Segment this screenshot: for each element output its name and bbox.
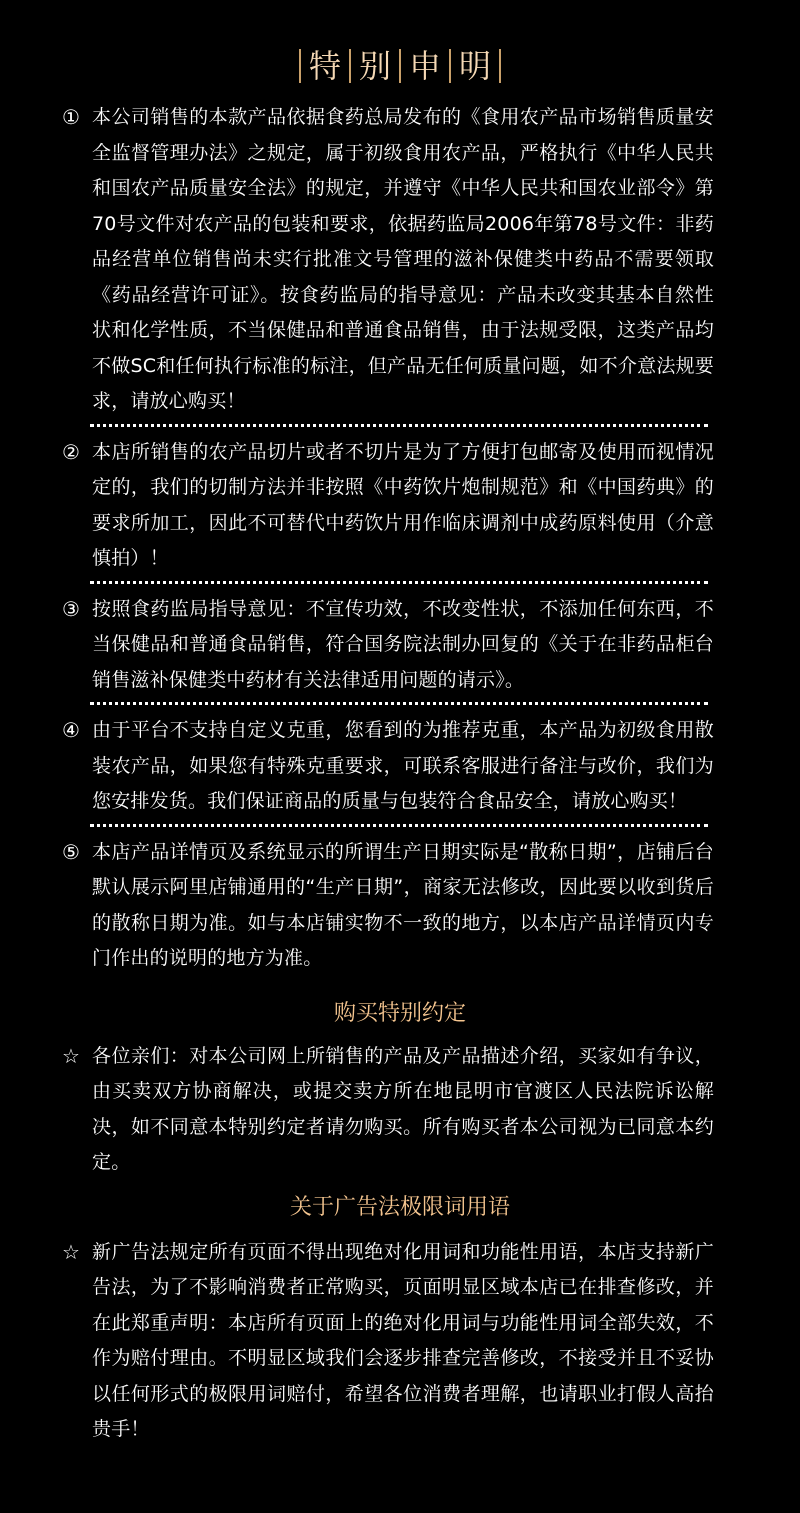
purchase-agreement-item — [62, 1039, 714, 1181]
page-title — [0, 44, 800, 88]
star-icon: ☆ — [62, 1239, 81, 1264]
notice-marker: ① — [62, 105, 81, 129]
dotted-divider — [90, 702, 708, 705]
dotted-divider — [90, 824, 708, 827]
notice-text: 由于平台不支持自定义克重，您看到的为推荐克重，本产品为初级食用散装农产品，如果您有特殊克重要求，可联系客服进行备注与改价，我们为您安排发货。我们保证商品的质量与包装符合食品安全，请放心购买！ — [92, 719, 714, 812]
title-char: 申 — [409, 47, 442, 85]
star-icon: ☆ — [62, 1043, 81, 1068]
notice-text: 按照食药监局指导意见：不宣传功效，不改变性状，不添加任何东西，不当保健品和普通食品销售，符合国务院法制办回复的《关于在非药品柜台销售滋补保健类中药材有关法律适用问题的请示》。 — [92, 597, 714, 691]
notice-item-1 — [62, 100, 714, 420]
notice-marker: ② — [62, 439, 81, 464]
notice-item-4 — [62, 713, 714, 820]
title-char: 特 — [308, 47, 341, 85]
title-divider-bar — [499, 49, 501, 83]
purchase-agreement-text: 各位亲们：对本公司网上所销售的产品及产品描述介绍，买家如有争议，由买卖双方协商解决，或提交卖方所在地昆明市官渡区人民法院诉讼解决，如不同意本特别约定者请勿购买。所有购买者本公司视为已同意本约定。 — [92, 1044, 714, 1173]
notice-marker: ③ — [62, 596, 81, 621]
statement-content — [62, 100, 714, 1448]
dotted-divider — [90, 424, 708, 427]
notice-marker: ④ — [62, 718, 81, 742]
ad-law-heading: 关于广告法极限词用语 — [289, 1194, 510, 1220]
dotted-divider — [90, 581, 708, 584]
notice-marker: ⑤ — [62, 839, 81, 864]
notice-text: 本店产品详情页及系统显示的所谓生产日期实际是“散称日期”，店铺后台默认展示阿里店铺通用的“生产日期”，商家无法修改，因此要以收到货后的散称日期为准。如与本店铺实物不一致的地方，以本店产品详情页内专门作出的说明的地方为准。 — [92, 840, 714, 969]
notice-item-2 — [62, 435, 714, 577]
ad-law-text: 新广告法规定所有页面不得出现绝对化用词和功能性用语，本店支持新广告法，为了不影响消费者正常购买，页面明显区域本店已在排查修改，并在此郑重声明：本店所有页面上的绝对化用词与功能性用词全部失效，不作为赔付理由。不明显区域我们会逐步排查完善修改，不接受并且不妥协以任何形式的极限用词赔付，希望各位消费者理解，也请职业打假人高抬贵手！ — [92, 1240, 714, 1440]
purchase-agreement-heading: 购买特别约定 — [333, 1000, 466, 1026]
title-char: 明 — [459, 47, 492, 85]
ad-law-item — [62, 1235, 714, 1448]
notice-text: 本店所销售的农产品切片或者不切片是为了方便打包邮寄及使用而视情况定的，我们的切制方法并非按照《中药饮片炮制规范》和《中国药典》的要求所加工，因此不可替代中药饮片用作临床调剂中成药原料使用（介意慎拍）！ — [92, 440, 714, 569]
notice-text: 本公司销售的本款产品依据食药总局发布的《食用农产品市场销售质量安全监督管理办法》之规定，属于初级食用农产品，严格执行《中华人民共和国农产品质量安全法》的规定，并遵守《中华人民共和国农业部令》第70号文件对农产品的包装和要求，依据药监局2006年第78号文件：非药品经营单位销售尚未实行批准文号管理的滋补保健类中药品不需要领取《药品经营许可证》。按食药监局的指导意见：产品未改变其基本自然性状和化学性质，不当保健品和普通食品销售，由于法规受限，这类产品均不做SC和任何执行标准的标注，但产品无任何质量问题，如不介意法规要求，请放心购买！ — [92, 106, 714, 412]
notice-item-5 — [62, 835, 714, 977]
notice-item-3 — [62, 592, 714, 699]
title-char: 别 — [358, 47, 391, 85]
